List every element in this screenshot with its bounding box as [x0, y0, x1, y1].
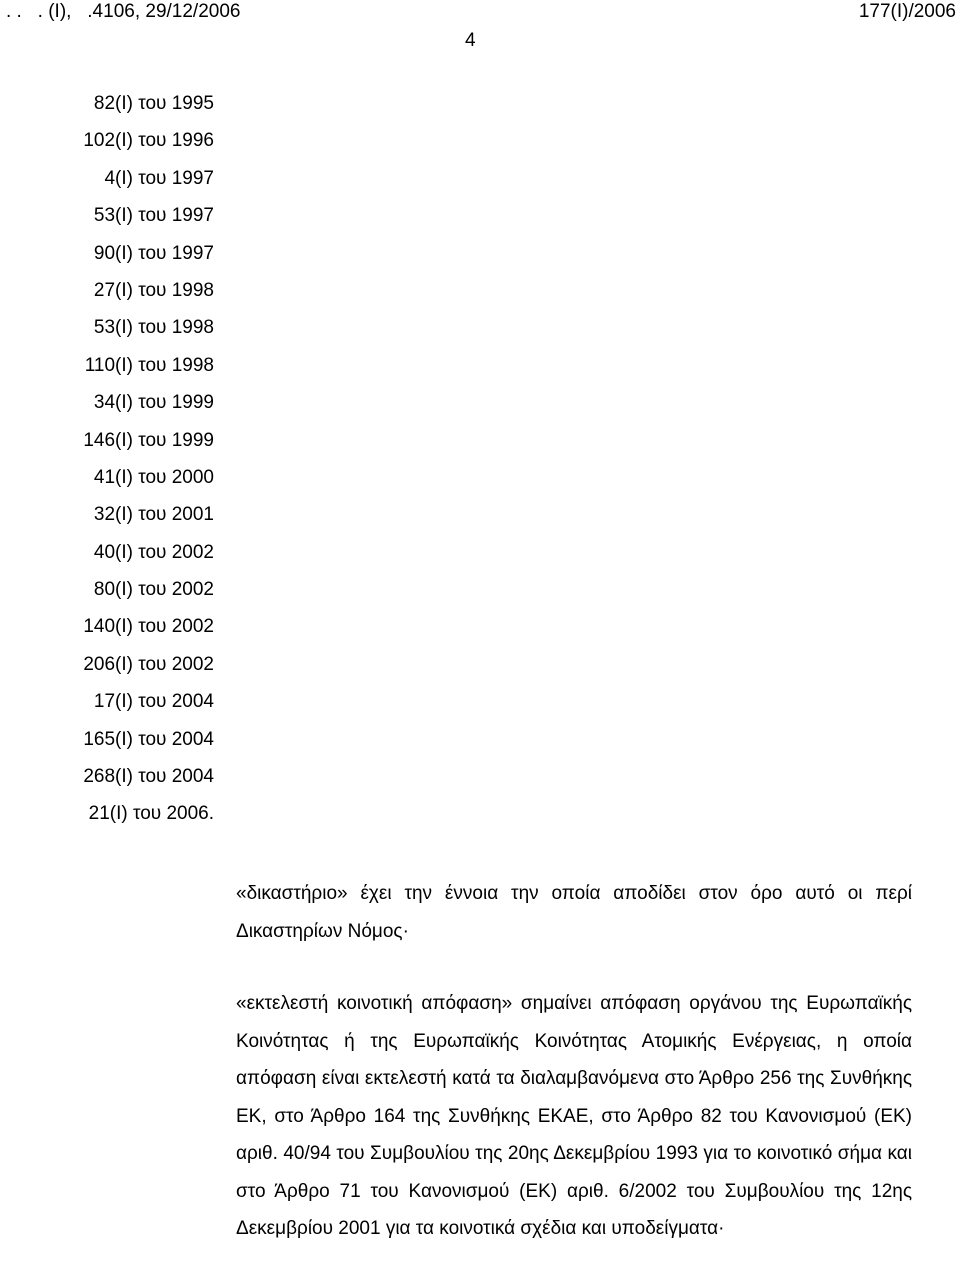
- law-reference: 140(Ι) του 2002: [83, 616, 214, 638]
- law-reference: 32(Ι) του 2001: [93, 504, 214, 526]
- law-reference: 90(Ι) του 1997: [93, 242, 214, 264]
- law-reference: 102(Ι) του 1996: [83, 130, 214, 152]
- law-reference: 268(Ι) του 2004: [83, 766, 214, 788]
- definition-enforceable-decision: [236, 985, 912, 1248]
- law-reference: 53(Ι) του 1998: [93, 317, 214, 339]
- law-reference: 110(Ι) του 1998: [84, 354, 214, 376]
- law-reference: 165(Ι) του 2004: [83, 728, 214, 750]
- law-reference: 21(Ι) του 2006.: [88, 803, 214, 825]
- law-reference: 206(Ι) του 2002: [83, 653, 214, 675]
- law-reference: 80(Ι) του 2002: [93, 579, 214, 601]
- law-reference: 4(Ι) του 1997: [104, 167, 214, 189]
- definition-court: [236, 875, 912, 950]
- law-reference: 27(Ι) του 1998: [93, 279, 214, 301]
- definition-text: «δικαστήριο» έχει την έννοια την οποία αποδίδει στον όρο αυτό οι περί Δικαστηρίων Νόμος·: [236, 883, 912, 942]
- law-reference: 82(Ι) του 1995: [93, 93, 214, 114]
- law-reference: 41(Ι) του 2000: [93, 466, 214, 488]
- law-reference: 17(Ι) του 2004: [93, 691, 214, 713]
- definition-text: «εκτελεστή κοινοτική απόφαση» σημαίνει απόφαση οργάνου της Ευρωπαϊκής Κοινότητας ή της Ευρωπαϊκής Κοινότητας Ατομικής Ενέργειας, η οποία απόφαση είναι εκτελεστή κατά τα διαλαμβανόμενα στο Άρθρο 256 της Συνθήκης ΕΚ, στο Άρθρο 164 της Συνθήκης ΕΚΑΕ, στο Άρθρο 82 του Κανονισμού (ΕΚ) αριθ. 40/94 του Συμβουλίου της 20ης Δεκεμβρίου 1993 για το κοινοτικό σήμα και στο Άρθρο 71 του Κανονισμού (ΕΚ) αριθ. 6/2002 του Συμβουλίου της 12ης Δεκεμβρίου 2001 για τα κοινοτικά σχέδια και υποδείγματα·: [236, 993, 912, 1239]
- law-reference: 34(Ι) του 1999: [93, 392, 214, 414]
- law-references-list: [0, 90, 214, 838]
- page-number: 4: [465, 30, 476, 51]
- law-reference: 53(Ι) του 1997: [93, 205, 214, 227]
- gazette-header: . . . (Ι), .4106, 29/12/2006: [6, 1, 241, 22]
- law-reference: 40(Ι) του 2002: [93, 541, 214, 563]
- law-number: 177(Ι)/2006: [858, 1, 956, 22]
- law-reference: 146(Ι) του 1999: [83, 429, 214, 451]
